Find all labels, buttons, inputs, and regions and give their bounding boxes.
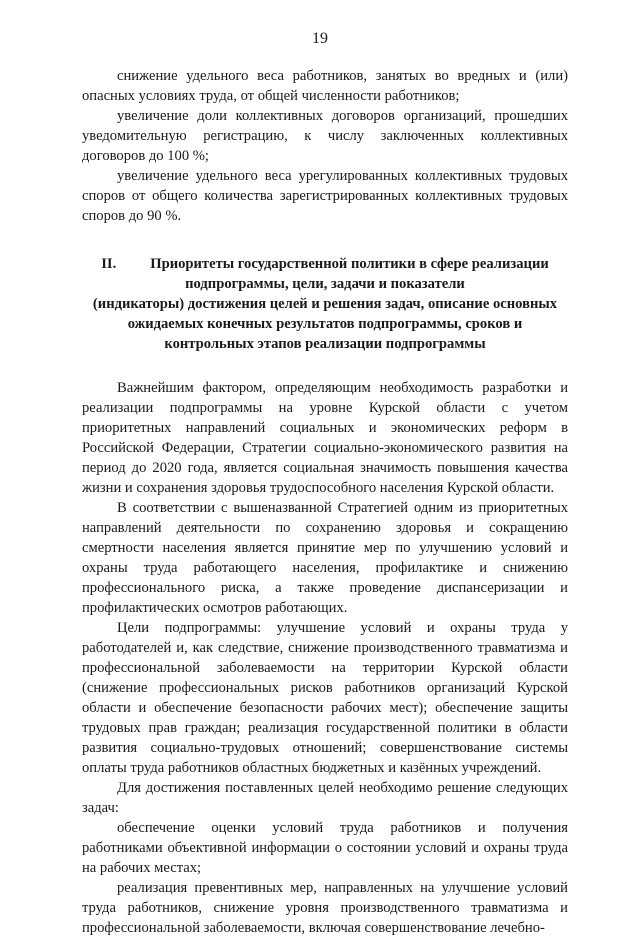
section-title-line: контрольных этапов реализации подпрограммы bbox=[164, 336, 486, 352]
section-heading bbox=[82, 254, 568, 354]
paragraph: увеличение доли коллективных договоров организаций, прошедших уведомительную регистрацию, к числу заключенных коллективных договоров до 100 %; bbox=[82, 108, 568, 164]
page-number: 19 bbox=[312, 30, 328, 47]
paragraph: Цели подпрограммы: улучшение условий и охраны труда у работодателей и, как следствие, снижение производственного травматизма и профессиональной заболеваемости на территории Курской области (снижение профессиональных рисков работников организаций Курской области и обеспечение безопасности рабочих мест); обеспечение защиты трудовых прав граждан; реализация государственной политики в области развития социально-трудовых отношений; совершенствование системы оплаты труда работников областных бюджетных и казённых учреждений. bbox=[82, 620, 568, 776]
section-title-line: подпрограммы, цели, задачи и показатели bbox=[185, 276, 465, 292]
paragraph: Важнейшим фактором, определяющим необходимость разработки и реализации подпрограммы на уровне Курской области с учетом приоритетных направлений социальных и экономических реформ в Российской Федерации, Стратегии социально-экономического развития на период до 2020 года, является социальная значимость повышения качества жизни и сохранения здоровья трудоспособного населения Курской области. bbox=[82, 380, 568, 496]
section-title-line: (индикаторы) достижения целей и решения задач, описание основных bbox=[92, 296, 558, 312]
section-heading-line bbox=[82, 254, 568, 274]
page-content bbox=[82, 66, 568, 938]
paragraph: снижение удельного веса работников, занятых во вредных и (или) опасных условиях труда, от общей численности работников; bbox=[82, 68, 568, 104]
section-title-line: Приоритеты государственной политики в сфере реализации bbox=[150, 256, 549, 272]
paragraph: В соответствии с вышеназванной Стратегией одним из приоритетных направлений деятельности по сохранению здоровья и сокращению смертности населения является принятие мер по улучшению условий и охраны труда работающего населения, профилактике и снижению профессионального риска, а также проведение диспансеризации и профилактических осмотров работающих. bbox=[82, 500, 568, 616]
section-title-line: ожидаемых конечных результатов подпрограммы, сроков и bbox=[127, 316, 523, 332]
paragraph: реализация превентивных мер, направленных на улучшение условий труда работников, снижение уровня производственного травматизма и профессиональной заболеваемости, включая совершенствование лечебно- bbox=[82, 880, 568, 936]
section-number: II. bbox=[101, 256, 117, 272]
paragraph: Для достижения поставленных целей необходимо решение следующих задач: bbox=[82, 780, 568, 816]
paragraph: обеспечение оценки условий труда работников и получения работниками объективной информации о состоянии условий и охраны труда на рабочих местах; bbox=[82, 820, 568, 876]
paragraph: увеличение удельного веса урегулированных коллективных трудовых споров от общего количества зарегистрированных коллективных трудовых споров до 90 %. bbox=[82, 168, 568, 224]
